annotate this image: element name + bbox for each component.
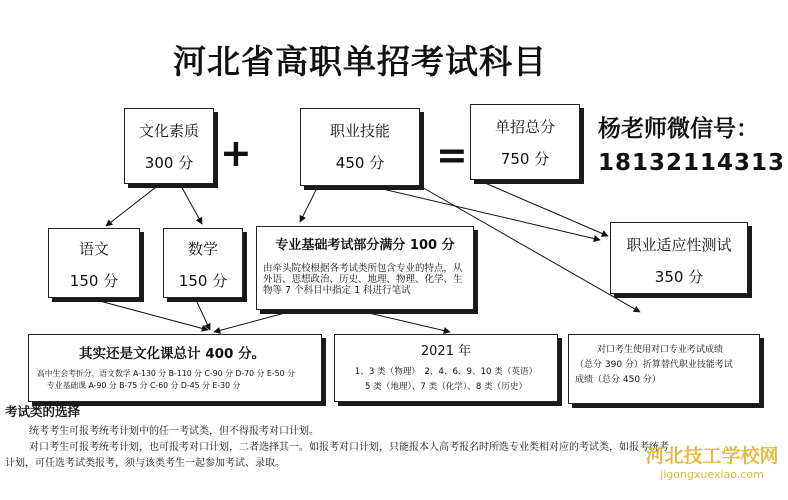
- skill-value: 450 分: [335, 154, 385, 172]
- chinese-label: 语文: [78, 240, 109, 258]
- contact-block: [598, 114, 785, 178]
- year-2021-box: [334, 334, 558, 402]
- notes-line3: 计划，可任选考试类报考，须与该类考生一起参加考试、录取。: [5, 458, 285, 469]
- math-value: 150 分: [178, 272, 228, 290]
- site-watermark: [642, 444, 782, 482]
- skill-box: [300, 108, 420, 186]
- summary-line2: 专业基础课 A-90 分 B-75 分 C-60 分 D-45 分 E-30 分: [47, 381, 241, 390]
- plus-sign: +: [220, 131, 252, 175]
- contact-wechat-label: 杨老师微信号：: [598, 116, 759, 142]
- arrow-culture-to-math: [180, 184, 202, 224]
- arrow-total-to-aptitude: [478, 180, 608, 236]
- professional-box: [256, 226, 474, 310]
- notes-line2: 对口考生可报考统考计划，也可报考对口计划，二者选择其一。如报考对口计划，只能报本人高考报名时所选专业类相对应的考试类，如报考统考: [29, 442, 669, 453]
- math-label: 数学: [187, 240, 218, 258]
- notes-line1: 统考考生可报考统考计划中的任一考试类，但不得报考对口计划。: [29, 426, 319, 437]
- arrow-skill-to-professional: [300, 186, 318, 222]
- year-2021-line1: 1、3 类（物理） 2、4、6、9、10 类（英语）: [354, 367, 538, 377]
- arrow-culture-to-chinese: [106, 184, 160, 226]
- counterpart-line1: 对口考生使用对口专业考试成绩: [597, 345, 724, 355]
- aptitude-box: [610, 222, 748, 294]
- notes-heading: 考试类的选择: [5, 404, 81, 419]
- chinese-box: [48, 228, 140, 298]
- aptitude-label: 职业适应性测试: [626, 236, 732, 254]
- total-box: [470, 104, 580, 180]
- summary-box: [28, 334, 322, 402]
- arrow-professional-to-2021: [356, 310, 450, 332]
- professional-title: 专业基础考试部分满分 100 分: [275, 238, 455, 253]
- equals-sign: =: [436, 133, 468, 177]
- counterpart-box: [568, 334, 760, 404]
- arrow-professional-to-summary: [214, 310, 296, 332]
- culture-value: 300 分: [144, 154, 194, 172]
- counterpart-line3: 成绩（总分 450 分）: [575, 375, 661, 385]
- total-label: 单招总分: [494, 118, 555, 136]
- math-box: [163, 228, 243, 298]
- year-2021-title: 2021 年: [420, 344, 472, 359]
- contact-wechat-number: 18132114313: [598, 150, 786, 176]
- culture-box: [124, 108, 214, 184]
- total-value: 750 分: [500, 150, 550, 168]
- culture-label: 文化素质: [138, 122, 199, 140]
- year-2021-line2: 5 类（地理）、7 类（化学）、8 类（历史）: [364, 382, 528, 392]
- summary-title: 其实还是文化课总计 400 分。: [79, 346, 266, 362]
- counterpart-line2: （总分 390 分）折算替代职业技能考试: [575, 360, 733, 370]
- summary-line1: 高中生会考折分，语文数学 A-130 分 B-110 分 C-90 分 D-70 分 E-50 分: [37, 369, 295, 378]
- chinese-value: 150 分: [69, 272, 119, 290]
- skill-label: 职业技能: [329, 122, 390, 140]
- page-title: 河北省高职单招考试科目: [173, 42, 547, 81]
- arrow-math-to-summary: [196, 300, 210, 330]
- professional-desc: 由牵头院校根据各考试类所包含专业的特点，从外语、思想政治、历史、地理、物理、化学、生物等 7 个科目中指定 1 科进行笔试: [263, 263, 463, 296]
- arrow-chinese-to-summary: [96, 300, 208, 330]
- aptitude-value: 350 分: [654, 268, 704, 286]
- watermark-name: 河北技工学校网: [645, 445, 779, 467]
- watermark-url: jigongxuexiao.com: [660, 468, 764, 481]
